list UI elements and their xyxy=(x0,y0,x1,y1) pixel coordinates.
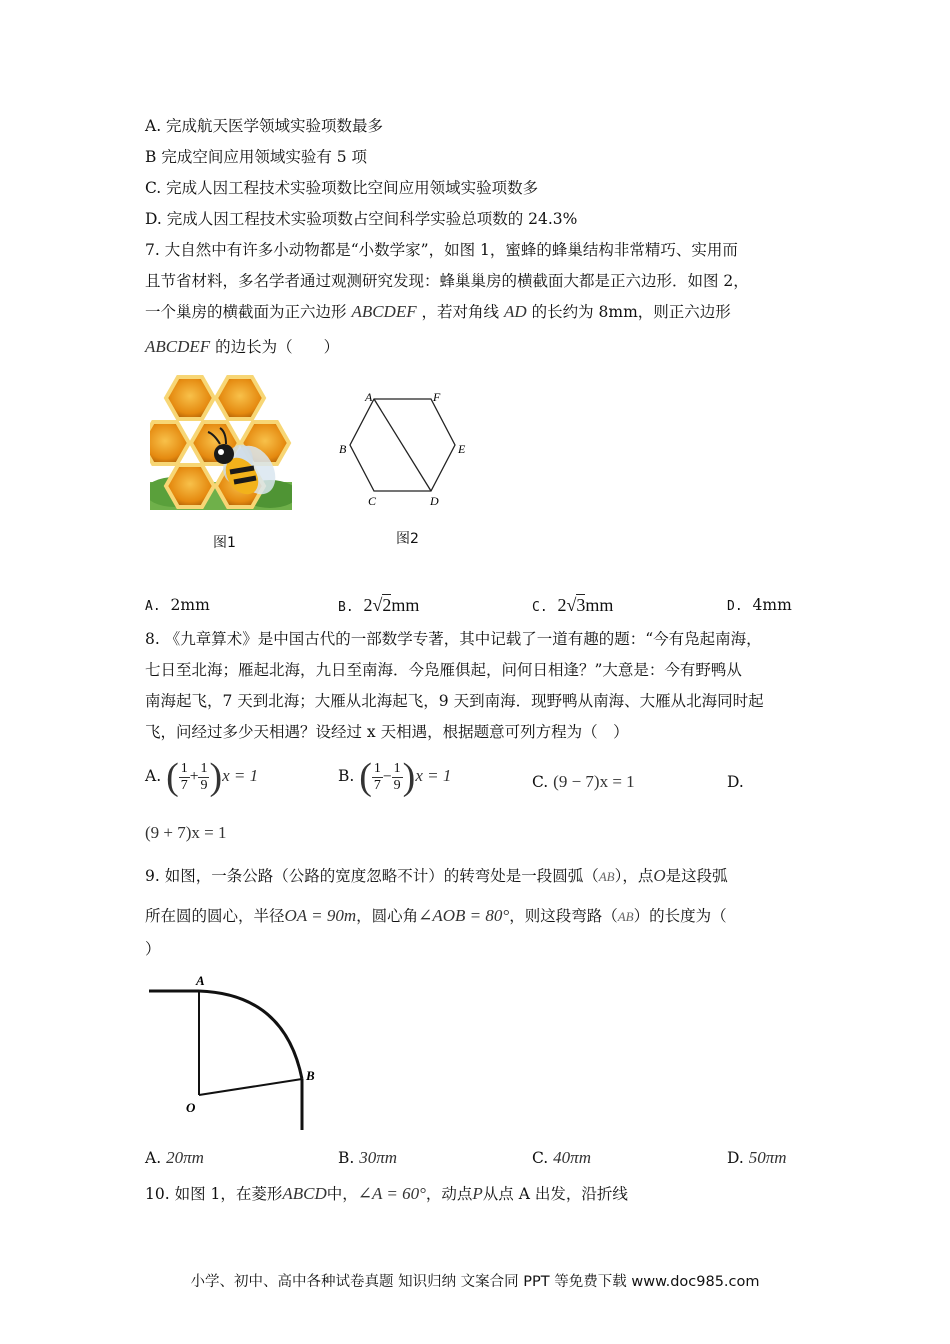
q7-option-a: A. 2mm xyxy=(145,596,210,614)
q6-option-d: D. 完成人因工程技术实验项数占空间科学实验总项数的 24.3% xyxy=(145,210,578,228)
q10-line-1: 10. 如图 1，在菱形ABCD中，∠A = 60°，动点P从点 A 出发，沿折线 xyxy=(145,1184,628,1203)
q8-option-c: C. (9 − 7)x = 1 xyxy=(532,772,635,791)
q9-option-b: B. 30πm xyxy=(338,1148,398,1167)
q7-option-b: B. 2√2mm xyxy=(338,595,420,615)
q7-line-4: ABCDEF 的边长为（ ） xyxy=(145,337,340,356)
q9-line-1: 9. 如图，一条公路（公路的宽度忽略不计）的转弯处是一段圆弧（AB），点O是这段弧 xyxy=(145,866,728,885)
q8-option-b: B. ( $\frac{1}{7}$ − $\frac{1}{9}$ )x = 1 xyxy=(338,756,452,798)
hex-label-a: A xyxy=(365,390,373,404)
figure-2-caption: 图2 xyxy=(396,531,419,547)
q8-option-d-label: D. xyxy=(727,773,744,791)
q9-option-d: D. 50πm xyxy=(727,1148,787,1167)
q7-line-1: 7. 大自然中有许多小动物都是“小数学家”，如图 1，蜜蜂的蜂巢结构非常精巧、实用而 xyxy=(145,241,738,259)
q6-option-a: A. 完成航天医学领域实验项数最多 xyxy=(145,117,384,135)
q8-option-d: (9 + 7)x = 1 xyxy=(145,823,227,842)
q8-line-3: 南海起飞，7 天到北海；大雁从北海起飞，9 天到南海．现野鸭从南海、大雁从北海同时起 xyxy=(145,692,764,710)
arc-ab-notation: AB xyxy=(598,869,615,884)
arc-label-o: O xyxy=(186,1100,196,1115)
hex-label-c: C xyxy=(368,494,377,508)
q8-line-1: 8. 《九章算术》是中国古代的一部数学专著，其中记载了一道有趣的题：“今有凫起南海， xyxy=(145,630,762,648)
arc-label-a: A xyxy=(196,973,205,988)
page-footer: 小学、初中、高中各种试卷真题 知识归纳 文案合同 PPT 等免费下载 www.doc985.com xyxy=(190,1274,760,1290)
hexagon-diagram xyxy=(330,385,480,510)
q8-option-a: A. ( $\frac{1}{7}$ + $\frac{1}{9}$ )x = 1 xyxy=(145,756,259,798)
q8-line-2: 七日至北海；雁起北海，九日至南海．今凫雁俱起，问何日相逢？”大意是：今有野鸭从 xyxy=(145,661,742,679)
q9-line-3: ） xyxy=(145,940,161,958)
q9-option-c: C. 40πm xyxy=(532,1148,591,1167)
honeycomb-bee-image xyxy=(150,372,292,510)
hex-label-f: F xyxy=(433,390,441,404)
hex-label-d: D xyxy=(430,494,439,508)
arc-ab-notation-2: AB xyxy=(617,909,634,924)
road-arc-diagram xyxy=(145,972,335,1137)
q9-line-2: 所在圆的圆心，半径OA = 90m，圆心角∠AOB = 80°，则这段弯路（AB）的长度为（ xyxy=(145,906,727,925)
q7-option-d: D. 4mm xyxy=(727,596,792,614)
q6-option-b: B 完成空间应用领域实验有 5 项 xyxy=(145,148,368,166)
q7-line-3: 一个巢房的横截面为正六边形 ABCDEF ，若对角线 AD 的长约为 8mm，则正六边形 xyxy=(145,302,731,321)
q7-option-c: C. 2√3mm xyxy=(532,595,614,615)
q9-option-a: A. 20πm xyxy=(145,1148,204,1167)
q8-line-4: 飞，问经过多少天相遇？设经过 x 天相遇，根据题意可列方程为（ ） xyxy=(145,723,629,741)
arc-label-b: B xyxy=(306,1068,315,1083)
hex-label-e: E xyxy=(458,442,466,456)
figure-1-caption: 图1 xyxy=(213,535,236,551)
q7-line-2: 且节省材料，多名学者通过观测研究发现：蜂巢巢房的横截面大都是正六边形．如图 2， xyxy=(145,272,749,290)
q6-option-c: C. 完成人因工程技术实验项数比空间应用领域实验项数多 xyxy=(145,179,539,197)
hex-label-b: B xyxy=(339,442,347,456)
